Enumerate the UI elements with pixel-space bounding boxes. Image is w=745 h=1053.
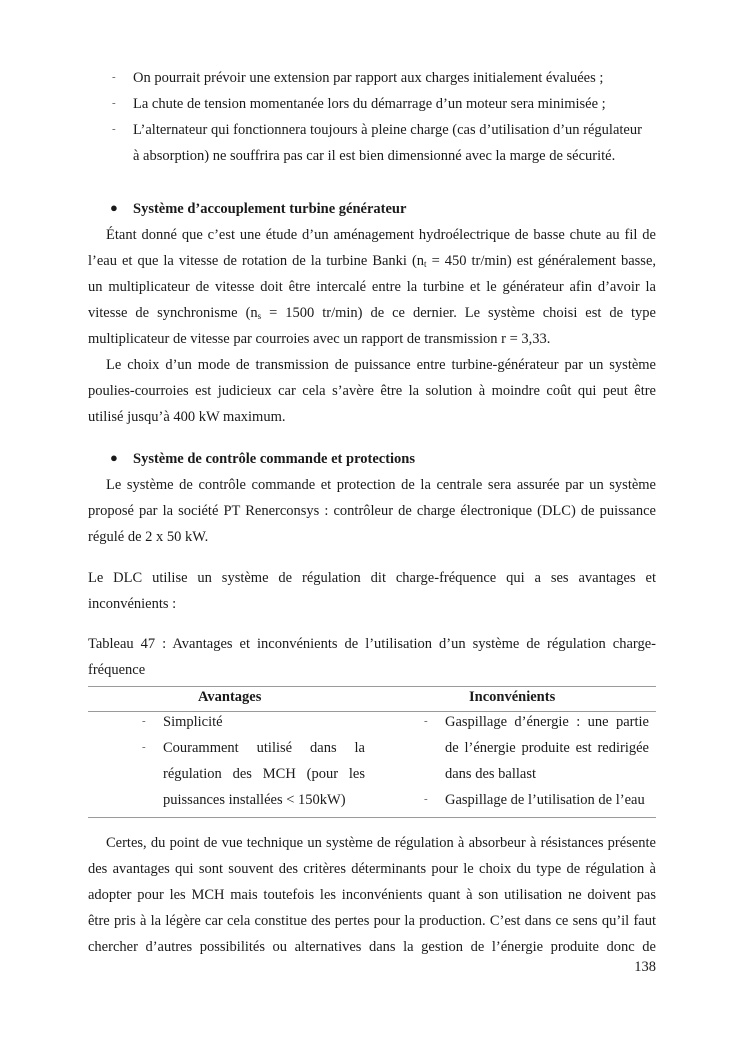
- paragraph-line: chercher d’autres possibilités ou alternatives dans la gestion de l’énergie produite donc de: [88, 939, 656, 955]
- paragraph-line: multiplicateur de vitesse par courroies avec un rapport de transmission r = 3,33.: [88, 331, 551, 347]
- table-caption: fréquence: [88, 662, 146, 678]
- table-cell-right: dans des ballast: [445, 766, 537, 782]
- bullet-icon: ●: [110, 450, 118, 465]
- paragraph-line: vitesse de synchronisme ($n_s = 1500$ tr/min) de ce dernier. Le système choisi est de type: [88, 305, 656, 321]
- section-heading-coupling: Système d’accouplement turbine générateur: [133, 201, 407, 217]
- table-cell-left: puissances installées < 150kW): [163, 792, 346, 808]
- section-heading-control: Système de contrôle commande et protections: [133, 451, 416, 467]
- paragraph-line: proposé par la société PT Renerconsys : contrôleur de charge électronique (DLC) de puissance: [88, 503, 656, 519]
- table-cell-left: Simplicité: [163, 714, 223, 730]
- paragraph-line: inconvénients :: [88, 596, 177, 612]
- paragraph-line: des avantages qui sont souvent des critères déterminants pour le choix du type de régulation à: [88, 861, 656, 877]
- paragraph-line: Le choix d’un mode de transmission de puissance entre turbine-générateur par un système: [106, 357, 656, 373]
- list-item: On pourrait prévoir une extension par rapport aux charges initialement évaluées ;: [133, 70, 604, 86]
- table-header-advantages: Avantages: [198, 689, 262, 705]
- paragraph-line: adopter pour les MCH mais toutefois les inconvénients quant à son utilisation ne doivent pas: [88, 887, 656, 903]
- table-header-disadvantages: Inconvénients: [469, 689, 556, 705]
- table-cell-left: régulation des MCH (pour les: [163, 766, 365, 782]
- paragraph-line: Certes, du point de vue technique un système de régulation à absorbeur à résistances présente: [106, 835, 656, 851]
- paragraph-line: poulies-courroies est judicieux car cela s’avère être la solution à moindre coût qui peut être: [88, 383, 656, 399]
- list-item: La chute de tension momentanée lors du démarrage d’un moteur sera minimisée ;: [133, 96, 606, 112]
- table-top-rule: [88, 686, 656, 687]
- table-bottom-rule: [88, 817, 656, 818]
- paragraph-line: Étant donné que c’est une étude d’un aménagement hydroélectrique de basse chute au fil de: [106, 227, 656, 243]
- list-dash: -: [112, 71, 116, 83]
- page-number: 138: [634, 959, 656, 975]
- list-dash: -: [142, 715, 146, 727]
- list-dash: -: [424, 793, 428, 805]
- paragraph-line: Le système de contrôle commande et protection de la centrale sera assurée par un système: [106, 477, 656, 493]
- list-dash: -: [424, 715, 428, 727]
- table-header-rule: [88, 711, 656, 712]
- table-cell-right: Gaspillage de l’utilisation de l’eau: [445, 792, 645, 808]
- table-cell-right: de l’énergie produite est redirigée: [445, 740, 649, 756]
- paragraph-line: Le DLC utilise un système de régulation dit charge-fréquence qui a ses avantages et: [88, 570, 656, 586]
- list-item: L’alternateur qui fonctionnera toujours à pleine charge (cas d’utilisation d’un régulateur: [133, 122, 642, 138]
- bullet-icon: ●: [110, 200, 118, 215]
- paragraph-line: utilisé jusqu’à 400 kW maximum.: [88, 409, 286, 425]
- list-dash: -: [112, 97, 116, 109]
- table-cell-left: Couramment utilisé dans la: [163, 740, 365, 756]
- paragraph-line: l’eau et que la vitesse de rotation de la turbine Banki ($n_t = 450$ tr/min) est généralement basse,: [88, 253, 656, 269]
- paragraph-line: régulé de 2 x 50 kW.: [88, 529, 209, 545]
- table-cell-right: Gaspillage d’énergie : une partie: [445, 714, 649, 730]
- paragraph-line: un multiplicateur de vitesse doit être intercalé entre la turbine et le générateur afin d’avoir la: [88, 279, 656, 295]
- list-dash: -: [142, 741, 146, 753]
- list-item-continuation: à absorption) ne souffrira pas car il est bien dimensionné avec la marge de sécurité.: [133, 148, 616, 164]
- paragraph-line: être pris à la légère car cela constitue des pertes pour la production. C’est dans ce sens qu’il faut: [88, 913, 656, 929]
- table-caption: Tableau 47 : Avantages et inconvénients de l’utilisation d’un système de régulation charge-: [88, 636, 656, 652]
- list-dash: -: [112, 123, 116, 135]
